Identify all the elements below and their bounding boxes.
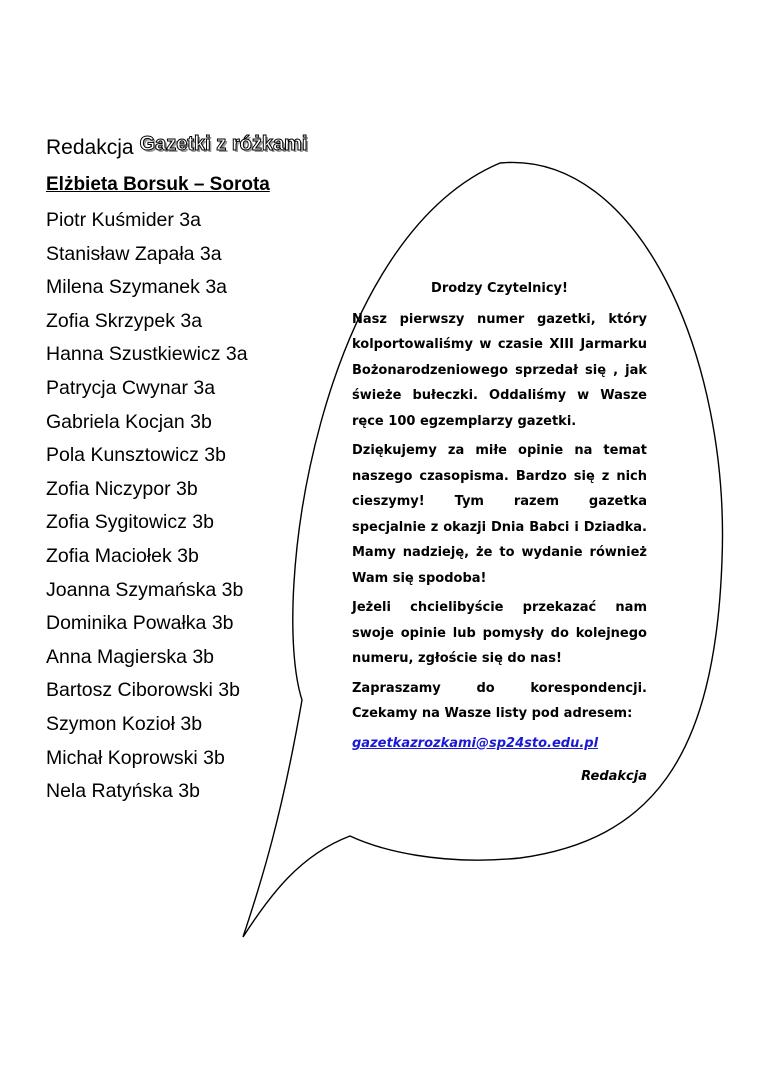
masthead-title: Gazetki z różkami bbox=[139, 133, 308, 155]
team-member: Dominika Powałka 3b bbox=[46, 612, 234, 635]
letter-paragraph: Dziękujemy za miłe opinie na temat naszego czasopisma. Bardzo się z nich cieszymy! Tym razem gazetka specjalnie z okazji Dnia Babci i Dziadka. Mamy nadzieję, że to wydanie również Wam się spodoba! bbox=[352, 443, 647, 586]
editor-in-chief: Elżbieta Borsuk – Sorota bbox=[46, 174, 270, 195]
team-member: Milena Szymanek 3a bbox=[46, 276, 228, 299]
team-member: Nela Ratyńska 3b bbox=[46, 780, 200, 803]
team-list bbox=[46, 205, 248, 810]
team-member: Joanna Szymańska 3b bbox=[46, 578, 244, 601]
team-member: Zofia Niczypor 3b bbox=[46, 477, 198, 500]
team-member: Hanna Szustkiewicz 3a bbox=[46, 343, 248, 366]
letter-paragraph: Jeżeli chcielibyście przekazać nam swoje opinie lub pomysły do kolejnego numeru, zgłoście się do nas! bbox=[352, 600, 647, 666]
team-member: Szymon Kozioł 3b bbox=[46, 712, 203, 735]
team-member: Zofia Sygitowicz 3b bbox=[46, 511, 214, 534]
team-member: Pola Kunsztowicz 3b bbox=[46, 444, 226, 467]
editorial-heading bbox=[46, 133, 308, 160]
team-member: Patrycja Cwynar 3a bbox=[46, 376, 216, 399]
team-member: Piotr Kuśmider 3a bbox=[46, 209, 201, 231]
team-member: Zofia Maciołek 3b bbox=[46, 544, 199, 567]
team-member: Michał Koprowski 3b bbox=[46, 746, 225, 769]
team-member: Gabriela Kocjan 3b bbox=[46, 410, 212, 433]
heading-label: Redakcja bbox=[46, 136, 134, 159]
team-member: Zofia Skrzypek 3a bbox=[46, 309, 203, 332]
team-member: Anna Magierska 3b bbox=[46, 645, 215, 668]
letter-paragraph: Zapraszamy do korespondencji. Czekamy na Wasze listy pod adresem: bbox=[352, 680, 647, 721]
email-link[interactable]: gazetkazrozkami@sp24sto.edu.pl bbox=[352, 735, 599, 751]
letter-to-readers bbox=[352, 276, 647, 790]
team-member: Bartosz Ciborowski 3b bbox=[46, 679, 240, 702]
letter-greeting: Drodzy Czytelnicy! bbox=[431, 281, 568, 296]
letter-signature: Redakcja bbox=[581, 769, 647, 784]
letter-paragraph: Nasz pierwszy numer gazetki, który kolportowaliśmy w czasie XIII Jarmarku Bożonarodzeniowego sprzedał się , jak świeże bułeczki. Oddaliśmy w Wasze ręce 100 egzemplarzy gazetki. bbox=[352, 311, 647, 429]
team-member: Stanisław Zapała 3a bbox=[46, 242, 222, 265]
